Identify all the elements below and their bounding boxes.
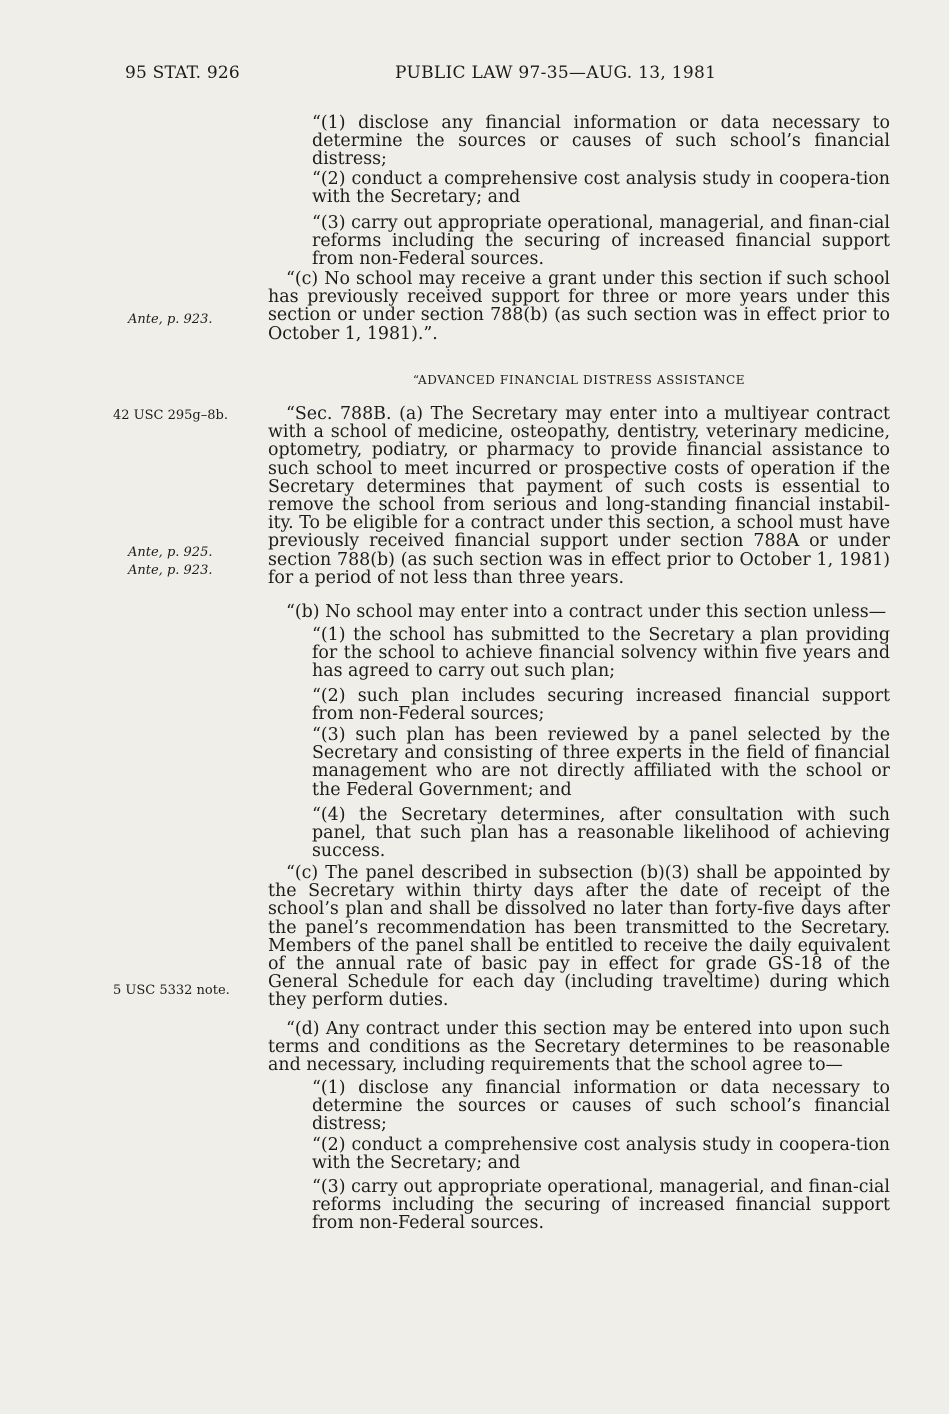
paragraph-b2-support: “(2) such plan includes securing increased financial support from non-Federal sources;	[312, 686, 890, 725]
public-law-title: PUBLIC LAW 97-35—AUG. 13, 1981	[395, 63, 717, 83]
paragraph-cost-analysis-2: “(2) conduct a comprehensive cost analysis study in coopera-tion with the Secretary; and	[312, 1135, 890, 1174]
page-header	[125, 63, 895, 89]
margin-note-ante-923: Ante, p. 923.	[128, 312, 213, 327]
paragraph-b3-panel: “(3) such plan has been reviewed by a panel selected by the Secretary and consisting of three experts in the field of financial management who are not directly affiliated with the school or the Federal Government; and	[312, 725, 890, 800]
paragraph-reforms-2: “(3) carry out appropriate operational, managerial, and finan-cial reforms including the securing of increased financial support from non-Federal sources.	[312, 1177, 890, 1234]
margin-note-usc-5332: 5 USC 5332 note.	[113, 983, 230, 998]
paragraph-b1-plan: “(1) the school has submitted to the Secretary a plan providing for the school to achieve financial solvency within five years and has agreed to carry out such plan;	[312, 625, 890, 682]
margin-note-ante-925: Ante, p. 925.	[128, 545, 213, 560]
margin-note-ante-923-b: Ante, p. 923.	[128, 563, 213, 578]
paragraph-cost-analysis-1: “(2) conduct a comprehensive cost analysis study in coopera-tion with the Secretary; and	[312, 169, 890, 208]
paragraph-subsection-c-grant: “(c) No school may receive a grant under this section if such school has previously received support for three or more years under this section or under section 788(b) (as such section was in effect prior to October 1, 1981).”.	[268, 269, 890, 344]
paragraph-subsection-c-panel: “(c) The panel described in subsection (b)(3) shall be appointed by the Secretary within thirty days after the date of receipt of the school’s plan and shall be dissolved no later than forty-five days after the panel’s recommendation has been transmitted to the Secretary. Members of the panel shall be entitled to receive the daily equivalent of the annual rate of basic pay in effect for grade GS-18 of the General Schedule for each day (including traveltime) during which they perform duties.	[268, 863, 890, 1011]
paragraph-disclose-2: “(1) disclose any financial information or data necessary to determine the sources or causes of such school’s financial distress;	[312, 1078, 890, 1135]
paragraph-sec-788b-a: “Sec. 788B. (a) The Secretary may enter into a multiyear contract with a school of medicine, osteopathy, dentistry, veterinary medicine, optometry, podiatry, or pharmacy to provide financial assistance to such school to meet incurred or prospective costs of operation if the Secretary determines that payment of such costs is essential to remove the school from serious and long-standing financial instabil-ity. To be eligible for a contract under this section, a school must have previously received financial support under section 788A or under section 788(b) (as such section was in effect prior to October 1, 1981) for a period of not less than three years.	[268, 404, 890, 588]
paragraph-disclose-1: “(1) disclose any financial information or data necessary to determine the sources or causes of such school’s financial distress;	[312, 113, 890, 170]
section-heading: “ADVANCED FINANCIAL DISTRESS ASSISTANCE	[412, 373, 746, 387]
paragraph-subsection-d: “(d) Any contract under this section may be entered into upon such terms and conditions as the Secretary determines to be reasonable and necessary, including requirements that the school agree to—	[268, 1019, 890, 1076]
stat-page-number: 95 STAT. 926	[125, 63, 240, 83]
paragraph-b4-determination: “(4) the Secretary determines, after consultation with such panel, that such plan has a reasonable likelihood of achieving success.	[312, 805, 890, 862]
paragraph-reforms-1: “(3) carry out appropriate operational, managerial, and finan-cial reforms including the securing of increased financial support from non-Federal sources.	[312, 213, 890, 270]
margin-note-usc-295g: 42 USC 295g–8b.	[113, 408, 228, 423]
paragraph-subsection-b: “(b) No school may enter into a contract under this section unless—	[286, 602, 887, 622]
